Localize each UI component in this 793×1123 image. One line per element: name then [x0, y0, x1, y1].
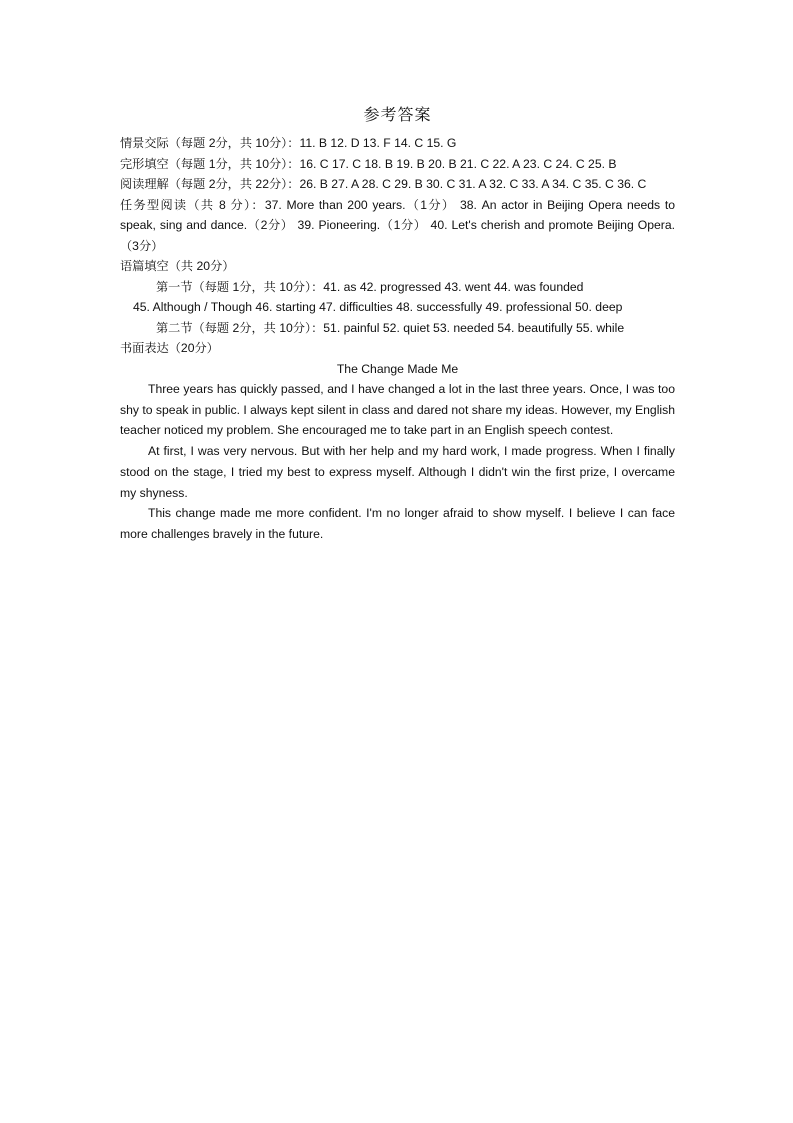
essay-paragraph-3: This change made me more confident. I'm no longer afraid to show myself. I believe I can face more challenges bravely in the future.	[120, 506, 675, 541]
section-cloze	[120, 154, 675, 175]
section-writing-label: 书面表达（20分）	[120, 341, 219, 355]
part-label: 第一节（每题 1分，共 10分）	[156, 279, 312, 294]
section-label: 任务型阅读（共 8 分）	[120, 197, 252, 212]
part-answers: ：41. as 42. progressed 43. went 44. was founded	[311, 279, 584, 294]
section-answers: ：11. B 12. D 13. F 14. C 15. G	[287, 136, 457, 150]
section-situational-dialogue	[120, 133, 675, 154]
section-reading-comprehension	[120, 174, 675, 195]
essay-paragraph-2: At first, I was very nervous. But with her help and my hard work, I made progress. When I finally stood on the stage, I tried my best to express myself. Although I didn't win the first prize, I overcame my shyness.	[120, 444, 675, 500]
section-answers: ：37. More than 200 years.（1分） 38. An actor in Beijing Opera needs to speak, sing and dance.（2分） 39. Pioneering.（1分） 40. Let's cherish and promote Beijing Opera.（3分）	[120, 197, 675, 253]
section-answers: ：16. C 17. C 18. B 19. B 20. B 21. C 22. A 23. C 24. C 25. B	[287, 156, 617, 171]
section-passage-fill-part1-continued: 45. Although / Though 46. starting 47. difficulties 48. successfully 49. professional 50. deep	[133, 300, 623, 314]
section-label: 阅读理解（每题 2分，共 22分）	[120, 177, 288, 191]
part-label: 第二节（每题 2分，共 10分）	[156, 320, 312, 335]
section-passage-fill-label: 语篇填空（共 20分）	[120, 259, 235, 273]
section-label: 完形填空（每题 1分，共 10分）	[120, 156, 288, 171]
part-answers: ：51. painful 52. quiet 53. needed 54. beautifully 55. while	[311, 320, 625, 335]
document-title: 参考答案	[363, 107, 432, 124]
section-passage-fill-part1	[120, 277, 675, 298]
section-passage-fill-part2	[120, 318, 675, 339]
section-label: 情景交际（每题 2分，共 10分）	[120, 136, 288, 150]
section-answers: ：26. B 27. A 28. C 29. B 30. C 31. A 32. C 33. A 34. C 35. C 36. C	[287, 177, 647, 191]
answer-key-document	[120, 105, 675, 545]
essay-title: The Change Made Me	[336, 361, 459, 376]
essay-paragraph-1: Three years has quickly passed, and I have changed a lot in the last three years. Once, I was too shy to speak in public. I always kept silent in class and dared not share my ideas. However, my English teacher noticed my problem. She encouraged me to take part in an English speech contest.	[120, 382, 675, 438]
section-task-reading	[120, 195, 675, 257]
